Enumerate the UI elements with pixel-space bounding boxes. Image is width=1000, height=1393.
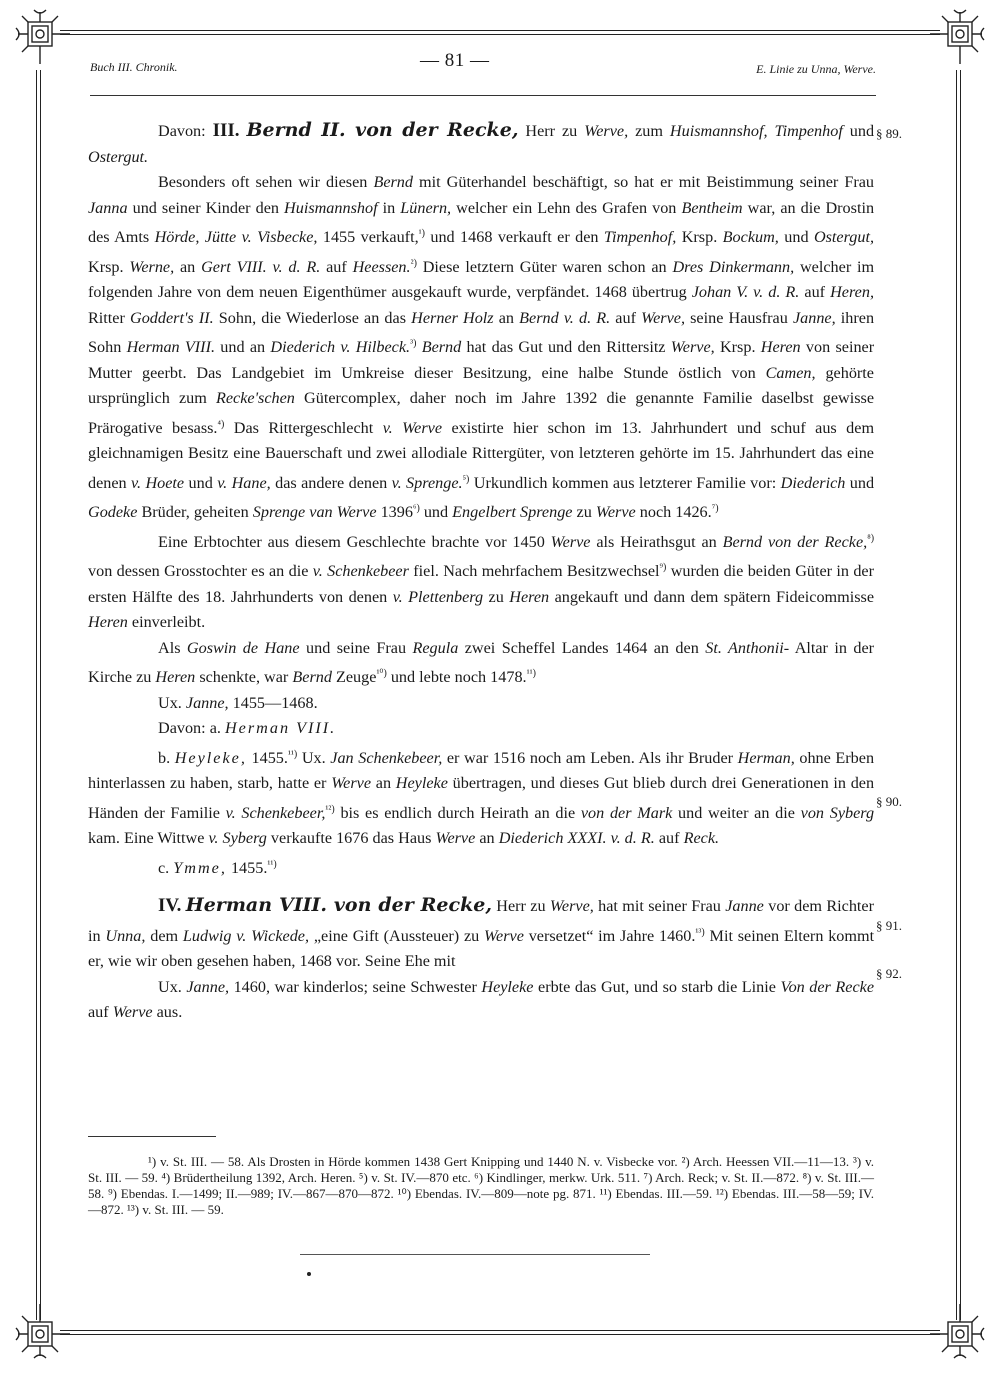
- bottom-rule: [300, 1254, 650, 1255]
- frame-left-inner: [40, 70, 41, 1320]
- frame-top: [60, 30, 940, 31]
- margin-section-90: § 90.: [876, 794, 902, 809]
- frame-top-inner: [60, 34, 940, 35]
- paragraph-heyleke: b. Heyleke, 1455.$^{^{11})}$ Ux. Jan Schenkebeer, er war 1516 noch am Leben. Als ihr Bruder Herman, ohne Erben hinterlassen zu haben, starb, hatte er Werve an Heyleke übertragen, und dieses Gut blieb durch drei Generationen in den Händen der Familie v. Schenkebeer,$^{^{12})}$ bis es endlich durch Heirath an die von der Mark und weiter an die von Syberg kam. Eine Wittwe v. Syberg verkaufte 1676 das Haus Werve an Diederich XXXI. v. d. R. auf Reck.: [88, 748, 875, 847]
- running-header: [90, 50, 876, 80]
- paragraph-davon-a: Davon: a. Herman VIII.: [158, 719, 337, 737]
- ink-dot: [307, 1272, 311, 1276]
- paragraph-herman-heading: IV. Herman VIII. von der Recke, Herr zu Werve, hat mit seiner Frau Janne vor dem Richter in Unna, dem Ludwig v. Wickede, „eine Gift (Aussteuer) zu Werve versetzet“ im Jahre 1460.$^{^{13})}$ Mit seinen Eltern kommt er, wie wir oben gesehen haben, 1468 vor. Seine Ehe mit: [88, 894, 875, 970]
- frame-bottom: [60, 1330, 940, 1331]
- footnotes: [88, 1154, 874, 1218]
- corner-ornament-icon: [926, 8, 986, 68]
- header-rule: [90, 95, 876, 96]
- paragraph-bernd-heading: Davon: III. Bernd II. von der Recke, Herr zu Werve, zum Huismannshof, Timpenhof und Ostergut.: [88, 119, 875, 166]
- frame-right: [960, 70, 961, 1320]
- footnote-rule: [88, 1136, 216, 1137]
- paragraph-goswin: Als Goswin de Hane und seine Frau Regula zwei Scheffel Landes 1464 an den St. Anthonii- Altar in der Kirche zu Heren schenkte, war Bernd Zeuge$^{^{10})}$ und lebte noch 1478.$^{^{11})}$: [88, 638, 875, 686]
- main-text: [88, 118, 874, 1026]
- corner-ornament-icon: [14, 8, 74, 68]
- margin-section-92: § 92.: [876, 966, 902, 981]
- header-book-title: Buch III. Chronik.: [90, 60, 178, 74]
- section-gap: [88, 881, 874, 893]
- frame-left: [36, 70, 37, 1320]
- paragraph-ux-janne-1460: Ux. Janne, 1460, war kinderlos; seine Schwester Heyleke erbte das Gut, und so starb die Linie Von der Recke auf Werve aus.: [88, 977, 874, 1021]
- paragraph-ymme: c. Ymme, 1455.$^{^{11})}$: [158, 858, 277, 877]
- frame-right-inner: [956, 70, 957, 1320]
- paragraph-ux-janne: Ux. Janne, 1455—1468.: [158, 693, 318, 712]
- header-section-title: E. Linie zu Unna, Werve.: [756, 62, 876, 76]
- margin-section-91: § 91.: [876, 918, 902, 933]
- paragraph-besonders: Besonders oft sehen wir diesen Bernd mit Güterhandel beschäftigt, so hat er mit Beistimmung seiner Frau Janna und seiner Kinder den Huismannshof in Lünern, welcher ein Lehn des Grafen von Bentheim war, an die Drostin des Amts Hörde, Jütte v. Visbecke, 1455 verkauft,$^{^1)}$ und 1468 verkauft er den Timpenhof, Krsp. Bockum, und Ostergut, Krsp. Werne, an Gert VIII. v. d. R. auf Heessen.$^{^2)}$ Diese letztern Güter waren schon an Dres Dinkermann, welcher im folgenden Jahre von dem neuen Eigenthümer ausgekauft wurde, verpfändet. 1468 übertrug Johan V. v. d. R. auf Heren, Ritter Goddert's II. Sohn, die Wiederlose an das Herner Holz an Bernd v. d. R. auf Werve, seine Hausfrau Janne, ihren Sohn Herman VIII. und an Diederich v. Hilbeck.$^{^3)}$ Bernd hat das Gut und den Rittersitz Werve, Krsp. Heren von seiner Mutter geerbt. Das Landgebiet im Umkreise dieser Besitzung, eine halbe Stunde östlich von Camen, gehörte ursprünglich zum Recke'schen Gütercomplex, daher noch im Jahre 1392 die genannte Familie daselbst gewisse Prärogative besass.$^{^4)}$ Das Rittergeschlecht v. Werve existirte hier schon im 13. Jahrhundert und schuf aus dem gleichnamigen Besitz eine Bauerschaft und zwei allodiale Rittergüter, von letzteren gehörte im 15. Jahrhundert das eine denen v. Hoete und v. Hane, das andere denen v. Sprenge.$^{^5)}$ Urkundlich kommen aus letzterer Familie vor: Diederich und Godeke Brüder, geheiten Sprenge van Werve $1396^{^6)}$ und Engelbert Sprenge zu Werve noch 1426.$^{^7)}$: [88, 173, 875, 521]
- margin-section-89: § 89.: [876, 126, 902, 141]
- page-number: — 81 —: [420, 50, 490, 71]
- corner-ornament-icon: [14, 1300, 74, 1360]
- footnote-block: ¹) v. St. III. — 58. Als Drosten in Hörde kommen 1438 Gert Knipping und 1440 N. v. Visbecke vor. ²) Arch. Heessen VII.—11—13. ³) v. St. III. — 59. ⁴) Brüdertheilung 1392, Arch. Heren. ⁵) v. St. IV.—870 etc. ⁶) Kindlinger, merkw. Urk. 511. ⁷) Arch. Reck; v. St. II.—872. ⁸) v. St. III.—58. ⁹) Ebendas. I.—1499; II.—989; IV.—867—870—872. ¹⁰) Ebendas. IV.—809—note pg. 871. ¹¹) Ebendas. III.—59. ¹²) Ebendas. III.—58—59; IV.—872. ¹³) v. St. III. — 59.: [88, 1154, 874, 1217]
- paragraph-erbtochter: Eine Erbtochter aus diesem Geschlechte brachte vor 1450 Werve als Heirathsgut an Bernd von der Recke,$^{^8)}$ von dessen Grosstochter es an die v. Schenkebeer fiel. Nach mehrfachem Besitzwechsel$^{^9)}$ wurden die beiden Güter in der ersten Hälfte des 18. Jahrhunderts von denen v. Plettenberg zu Heren angekauft und dann dem spätern Fideicommisse Heren einverleibt.: [88, 532, 875, 631]
- frame-bottom-inner: [60, 1334, 940, 1335]
- corner-ornament-icon: [926, 1300, 986, 1360]
